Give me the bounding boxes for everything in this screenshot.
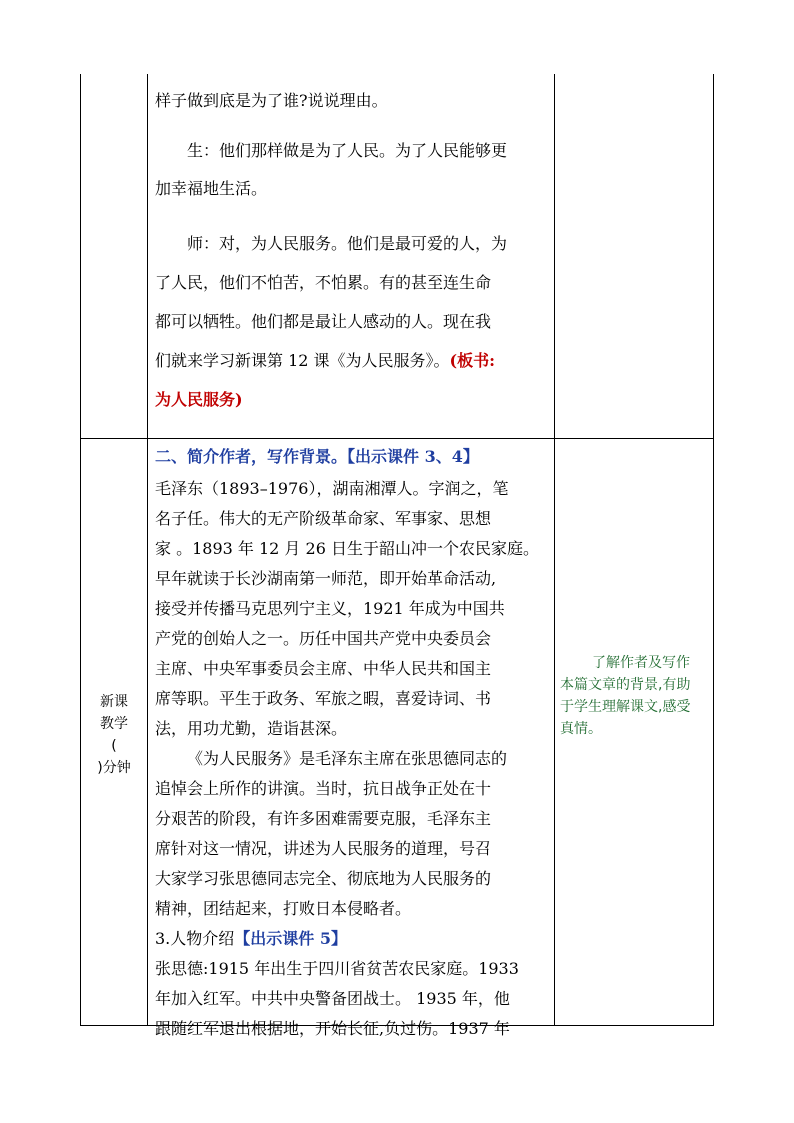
row1-content-cell xyxy=(155,74,550,438)
paragraph-line: 样子做到底是为了谁?说说理由。 xyxy=(155,91,388,110)
note-line: 于学生理解课文,感受 xyxy=(560,699,691,715)
note-line: 了解作者及写作 xyxy=(592,655,690,671)
paragraph-line: 追悼会上所作的讲演。当时，抗日战争正处在十 xyxy=(155,779,492,798)
paragraph-line: 名子任。伟大的无产阶级革命家、军事家、思想 xyxy=(155,509,492,528)
paragraph-line: 法，用功尤勤，造诣甚深。 xyxy=(155,719,348,738)
paragraph-line: 主席、中央军事委员会主席、中华人民共和国主 xyxy=(155,659,492,678)
paragraph-line: 早年就读于长沙湖南第一师范，即开始革命活动, xyxy=(155,569,497,588)
paragraph-line: 生：他们那样做是为了人民。为了人民能够更 xyxy=(187,141,508,160)
courseware-tag: 【出示课件 5】 xyxy=(234,929,347,948)
lesson-intro-text: 们就来学习新课第 12 课《为人民服务》。 xyxy=(155,351,450,370)
paragraph-line: 《为人民服务》是毛泽东主席在张思德同志的 xyxy=(187,749,508,768)
section-label xyxy=(82,691,146,779)
label-line: 教学 xyxy=(100,716,128,732)
heading-text: 二、简介作者，写作背景。 xyxy=(155,447,348,466)
paragraph-line: 精神，团结起来，打败日本侵略者。 xyxy=(155,899,412,918)
design-intent-note xyxy=(560,652,710,740)
table-divider-2 xyxy=(554,74,555,1026)
row2-content-cell xyxy=(155,438,550,1038)
lesson-table xyxy=(80,74,714,1038)
blackboard-note-cont: 为人民服务) xyxy=(155,390,243,409)
paragraph-line: 都可以牺牲。他们都是最让人感动的人。现在我 xyxy=(155,312,492,331)
paragraph-line: 年加入红军。中共中央警备团战士。 1935 年，他 xyxy=(155,989,510,1008)
label-line: )分钟 xyxy=(97,760,131,776)
paragraph-line: 接受并传播马克思列宁主义，1921 年成为中国共 xyxy=(155,599,505,618)
paragraph-line: 产党的创始人之一。历任中国共产党中央委员会 xyxy=(155,629,492,648)
paragraph-line: 大家学习张思德同志完全、彻底地为人民服务的 xyxy=(155,869,492,888)
table-border-right xyxy=(713,74,714,1026)
blackboard-note: (板书: xyxy=(449,351,496,370)
sub-heading xyxy=(155,924,550,954)
paragraph-line: 了人民，他们不怕苦，不怕累。有的甚至连生命 xyxy=(155,273,492,292)
paragraph-line: 家 。1893 年 12 月 26 日生于韶山冲一个农民家庭。 xyxy=(155,539,539,558)
table-divider-1 xyxy=(147,74,148,1026)
courseware-tag: 【出示课件 3、4】 xyxy=(347,447,479,466)
label-line: 新课 xyxy=(100,694,128,710)
paragraph-line: 跟随红军退出根据地，开始长征,负过伤。1937 年 xyxy=(155,1019,510,1038)
paragraph-line: 师：对，为人民服务。他们是最可爱的人，为 xyxy=(187,234,508,253)
table-border-left xyxy=(80,74,81,1026)
section-heading xyxy=(155,442,550,472)
note-line: 本篇文章的背景,有助 xyxy=(560,677,691,693)
sub-heading-text: 3.人物介绍 xyxy=(155,929,235,948)
paragraph-line: 分艰苦的阶段，有许多困难需要克服，毛泽东主 xyxy=(155,809,492,828)
paragraph-line: 席针对这一情况，讲述为人民服务的道理，号召 xyxy=(155,839,492,858)
label-line: ( xyxy=(111,738,117,754)
paragraph-line: 张思德:1915 年出生于四川省贫苦农民家庭。1933 xyxy=(155,959,519,978)
note-line: 真情。 xyxy=(560,721,602,737)
paragraph-line: 加幸福地生活。 xyxy=(155,179,268,198)
paragraph-line: 毛泽东（1893–1976），湖南湘潭人。字润之，笔 xyxy=(155,479,509,498)
paragraph-line xyxy=(155,346,550,376)
paragraph-line: 席等职。平生于政务、军旅之暇，喜爱诗词、书 xyxy=(155,689,492,708)
